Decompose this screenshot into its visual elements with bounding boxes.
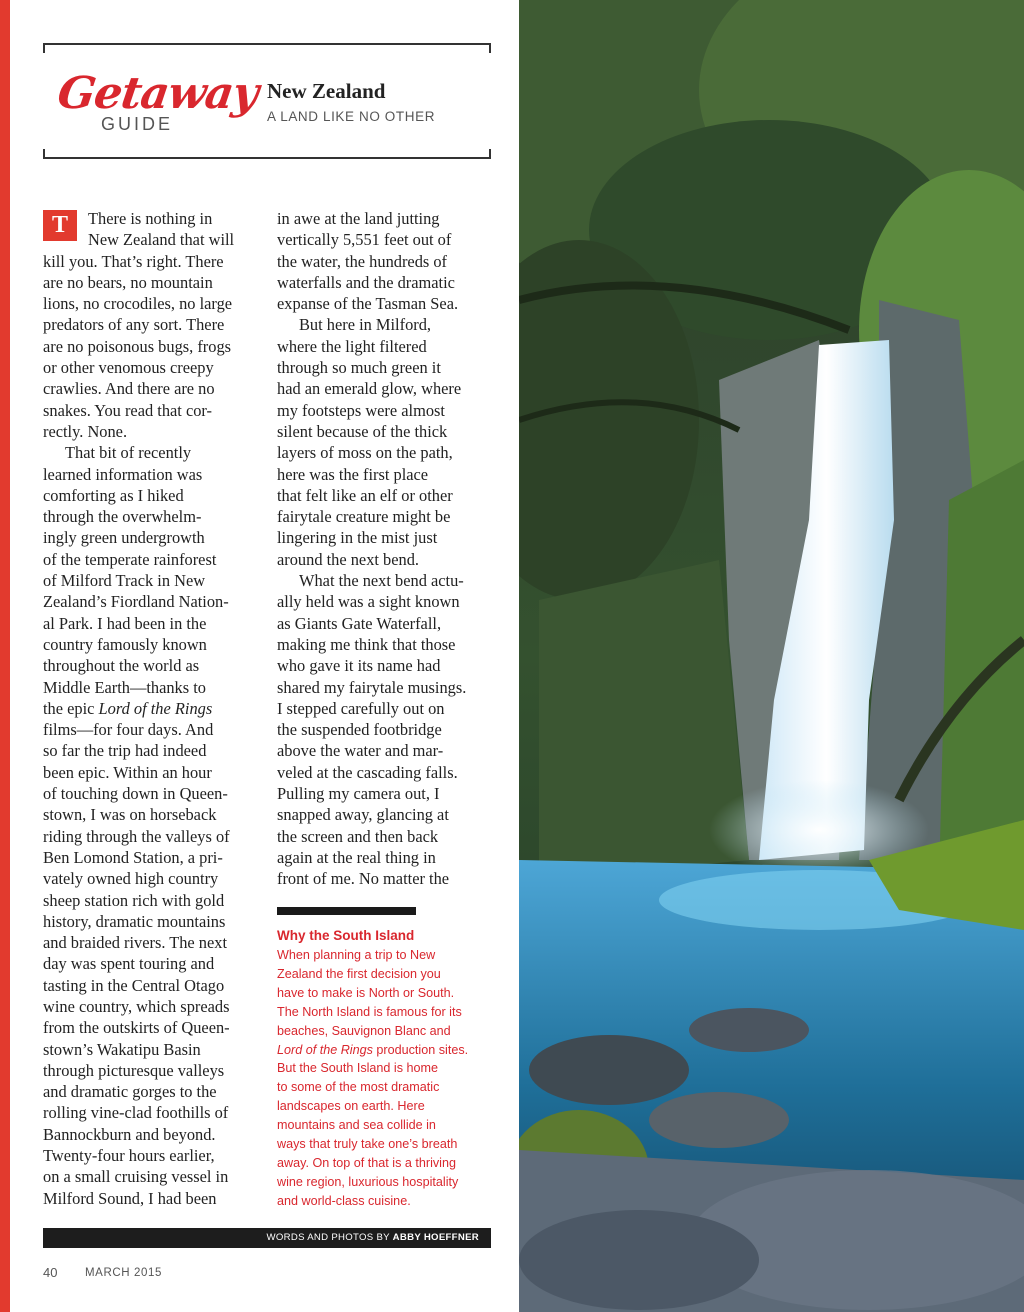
article-line: of the temperate rainforest (43, 549, 217, 569)
getaway-logo: Getaway (54, 68, 261, 119)
sidebar-line: wine region, luxurious hospitality (277, 1174, 459, 1189)
article-line: layers of moss on the path, (277, 443, 453, 463)
sidebar-body (277, 946, 491, 1211)
article-line: on a small cruising vessel in (43, 1167, 229, 1187)
waterfall-photo (519, 0, 1024, 1312)
article-line: lingering in the mist just (277, 528, 438, 548)
drop-cap: T (43, 210, 77, 241)
article-line: Milford Sound, I had been (43, 1188, 217, 1208)
article-line: through so much green it (277, 358, 441, 378)
header-bottom-rule (43, 157, 491, 159)
article-line: fairytale creature might be (277, 507, 451, 527)
article-line: Pulling my camera out, I (277, 784, 440, 804)
article-line: from the outskirts of Queen- (43, 1018, 230, 1038)
article-line: Zealand’s Fiordland Nation- (43, 592, 229, 612)
article-line: front of me. No matter the (277, 869, 450, 889)
article-line: as Giants Gate Waterfall, (277, 613, 442, 633)
article-line: or other venomous creepy (43, 358, 214, 378)
article-line: of Milford Track in New (43, 571, 206, 591)
article-line: country famously known (43, 634, 207, 654)
article-line: stown, I was on horseback (43, 805, 217, 825)
article-line: above the water and mar- (277, 741, 444, 761)
article-line: riding through the valleys of (43, 826, 230, 846)
credit-prefix: WORDS AND PHOTOS BY (266, 1232, 390, 1243)
article-line: throughout the world as (43, 656, 200, 676)
article-line: making me think that those (277, 634, 456, 654)
article-line: are no bears, no mountain (43, 272, 213, 292)
article-line: crawlies. And there are no (43, 379, 215, 399)
photo-credit (43, 1228, 491, 1248)
article-line: in awe at the land jutting (277, 209, 440, 228)
article-line: sheep station rich with gold (43, 890, 225, 910)
sidebar-line: and world-class cuisine. (277, 1193, 411, 1208)
article-line: kill you. That’s right. There (43, 251, 224, 271)
article-line: films—for four days. And (43, 720, 214, 740)
article-line: of touching down in Queen- (43, 784, 228, 804)
article-line: There is nothing in (88, 209, 213, 228)
article-line: snapped away, glancing at (277, 805, 449, 825)
article-column-1 (43, 208, 255, 1209)
article-line: through picturesque valleys (43, 1060, 225, 1080)
credit-author: ABBY HOEFFNER (392, 1232, 479, 1243)
article-line: Ben Lomond Station, a pri- (43, 847, 223, 867)
article-line: that felt like an elf or other (277, 485, 453, 505)
article-line: history, dramatic mountains (43, 911, 226, 931)
header-tick (43, 43, 45, 53)
header-top-rule (43, 43, 491, 45)
article-line: What the next bend actu- (299, 571, 464, 591)
section-subtitle: A LAND LIKE NO OTHER (267, 109, 436, 124)
article-line: New Zealand that will (88, 230, 235, 250)
article-line: been epic. Within an hour (43, 762, 212, 782)
article-line: waterfalls and the dramatic (277, 272, 455, 292)
header-tick (489, 149, 491, 159)
issue-date: MARCH 2015 (85, 1267, 162, 1279)
article-line: silent because of the thick (277, 421, 448, 441)
article-line: here was the first place (277, 464, 429, 484)
article-line: rolling vine-clad foothills of (43, 1103, 229, 1123)
sidebar-line: away. On top of that is a thriving (277, 1155, 456, 1170)
article-line: where the light filtered (277, 336, 427, 356)
article-line: had an emerald glow, where (277, 379, 462, 399)
article-line: day was spent touring and (43, 954, 215, 974)
article-line: around the next bend. (277, 549, 420, 569)
header-tick (43, 149, 45, 159)
sidebar-line: When planning a trip to New (277, 948, 436, 962)
article-line: predators of any sort. There (43, 315, 225, 335)
article-line: tasting in the Central Otago (43, 975, 225, 995)
article-line: veled at the cascading falls. (277, 762, 458, 782)
article-line: shared my fairytale musings. (277, 677, 467, 697)
article-column-2 (277, 208, 491, 890)
page-number: 40 (43, 1265, 58, 1280)
sidebar-heading: Why the South Island (277, 928, 415, 943)
sidebar-line: ways that truly take one’s breath (277, 1137, 458, 1152)
article-line: rectly. None. (43, 421, 128, 441)
article-line: my footsteps were almost (277, 400, 445, 420)
article-line: are no poisonous bugs, frogs (43, 336, 232, 356)
article-line: stown’s Wakatipu Basin (43, 1039, 201, 1059)
sidebar-line: But the South Island is home (277, 1061, 439, 1076)
sidebar-line: mountains and sea collide in (277, 1118, 436, 1133)
article-line: lions, no crocodiles, no large (43, 294, 233, 314)
sidebar-line: Lord of the Rings production sites. (277, 1042, 469, 1057)
article-line: I stepped carefully out on (277, 698, 445, 718)
sidebar-rule (277, 907, 416, 915)
sidebar-line: landscapes on earth. Here (277, 1099, 425, 1114)
sidebar-line: to some of the most dramatic (277, 1080, 440, 1095)
guide-label: GUIDE (101, 114, 174, 134)
header-tick (489, 43, 491, 53)
sidebar-line: beaches, Sauvignon Blanc and (277, 1023, 451, 1038)
article-line: Bannockburn and beyond. (43, 1124, 216, 1144)
article-line: learned information was (43, 464, 203, 484)
red-edge-stripe (0, 0, 10, 1312)
article-line: vertically 5,551 feet out of (277, 230, 452, 250)
section-title: New Zealand (267, 79, 386, 103)
article-line: But here in Milford, (299, 315, 432, 335)
article-line: ingly green undergrowth (43, 528, 205, 548)
article-line: the water, the hundreds of (277, 251, 448, 271)
article-line: vately owned high country (43, 869, 219, 889)
article-line: wine country, which spreads (43, 996, 230, 1016)
sidebar-line: The North Island is famous for its (277, 1004, 462, 1019)
article-line: and braided rivers. The next (43, 933, 228, 953)
article-line: Twenty-four hours earlier, (43, 1146, 215, 1166)
article-line: again at the real thing in (277, 847, 436, 867)
article-line: and dramatic gorges to the (43, 1082, 217, 1102)
article-line: comforting as I hiked (43, 485, 184, 505)
article-line: the screen and then back (277, 826, 439, 846)
article-line: Middle Earth—thanks to (43, 677, 206, 697)
article-line: through the overwhelm- (43, 507, 202, 527)
sidebar-line: have to make is North or South. (277, 985, 455, 1000)
article-line: who gave it its name had (277, 656, 441, 676)
article-line: ally held was a sight known (277, 592, 460, 612)
sidebar-line: Zealand the first decision you (277, 966, 441, 981)
article-line: the epic Lord of the Rings (43, 698, 213, 718)
article-line: al Park. I had been in the (43, 613, 207, 633)
article-line: so far the trip had indeed (43, 741, 207, 761)
article-line: expanse of the Tasman Sea. (277, 294, 459, 314)
article-line: snakes. You read that cor- (43, 400, 213, 420)
article-line: the suspended footbridge (277, 720, 442, 740)
article-line: That bit of recently (65, 443, 192, 463)
